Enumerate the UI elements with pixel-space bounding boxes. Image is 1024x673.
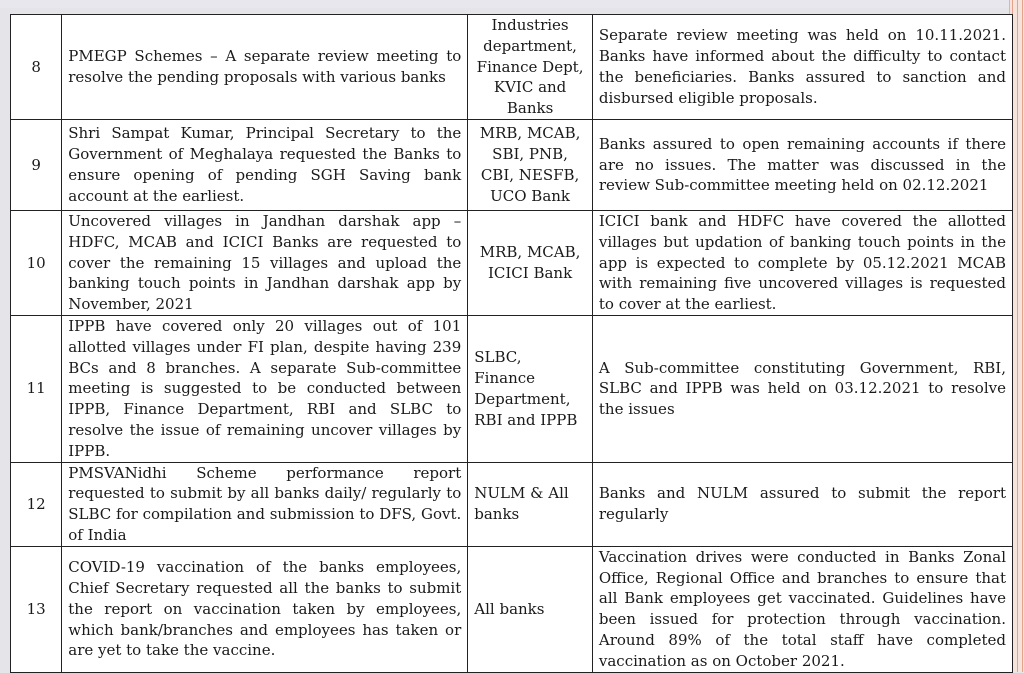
serial-number: 13 — [11, 546, 62, 672]
table-row — [11, 15, 1013, 120]
serial-number: 10 — [11, 210, 62, 315]
status-text: A Sub-committee constituting Government, RBI, SLBC and IPPB was held on 03.12.2021 to resolve the issues — [592, 315, 1012, 462]
status-text: Vaccination drives were conducted in Banks Zonal Office, Regional Office and branches to ensure that all Bank employees get vaccinated. Guidelines have been issued for protection through vaccination. Around 89% of the total staff have completed vaccination as on October 2021. — [592, 546, 1012, 672]
issue-text: Uncovered villages in Jandhan darshak app – HDFC, MCAB and ICICI Banks are requested to cover the remaining 15 villages and upload the banking touch points in Jandhan darshak app by November, 2021 — [62, 210, 468, 315]
status-text: Banks and NULM assured to submit the report regularly — [592, 462, 1012, 546]
serial-number: 9 — [11, 119, 62, 210]
serial-number: 12 — [11, 462, 62, 546]
table-row — [11, 210, 1013, 315]
table-row — [11, 462, 1013, 546]
status-text: Separate review meeting was held on 10.11.2021. Banks have informed about the difficulty to contact the beneficiaries. Banks assured to sanction and disbursed eligible proposals. — [592, 15, 1012, 120]
action-by: MRB, MCAB, ICICI Bank — [468, 210, 593, 315]
action-by: SLBC, Finance Department, RBI and IPPB — [468, 315, 593, 462]
issue-text: PMSVANidhi Scheme performance report requested to submit by all banks daily/ regularly to SLBC for compilation and submission to DFS, Govt. of India — [62, 462, 468, 546]
action-by: MRB, MCAB, SBI, PNB, CBI, NESFB, UCO Bank — [468, 119, 593, 210]
table-row — [11, 119, 1013, 210]
table-row — [11, 315, 1013, 462]
issue-text: Shri Sampat Kumar, Principal Secretary to the Government of Meghalaya requested the Banks to ensure opening of pending SGH Saving bank account at the earliest. — [62, 119, 468, 210]
serial-number: 11 — [11, 315, 62, 462]
slide-top-band — [0, 0, 1024, 8]
serial-number: 8 — [11, 15, 62, 120]
action-by: All banks — [468, 546, 593, 672]
action-taken-table — [10, 14, 1013, 673]
action-by: Industries department, Finance Dept, KVIC and Banks — [468, 15, 593, 120]
action-by: NULM & All banks — [468, 462, 593, 546]
issue-text: COVID-19 vaccination of the banks employees, Chief Secretary requested all the banks to submit the report on vaccination taken by employees, which bank/branches and employees has taken or are yet to take the vaccine. — [62, 546, 468, 672]
issue-text: PMEGP Schemes – A separate review meeting to resolve the pending proposals with various banks — [62, 15, 468, 120]
table-row — [11, 546, 1013, 672]
status-text: Banks assured to open remaining accounts if there are no issues. The matter was discussed in the review Sub-committee meeting held on 02.12.2021 — [592, 119, 1012, 210]
status-text: ICICI bank and HDFC have covered the allotted villages but updation of banking touch points in the app is expected to complete by 05.12.2021 MCAB with remaining five uncovered villages is requested to cover at the earliest. — [592, 210, 1012, 315]
issue-text: IPPB have covered only 20 villages out of 101 allotted villages under FI plan, despite having 239 BCs and 8 branches. A separate Sub-committee meeting is suggested to be conducted between IPPB, Finance Department, RBI and SLBC to resolve the issue of remaining uncover villages by IPPB. — [62, 315, 468, 462]
